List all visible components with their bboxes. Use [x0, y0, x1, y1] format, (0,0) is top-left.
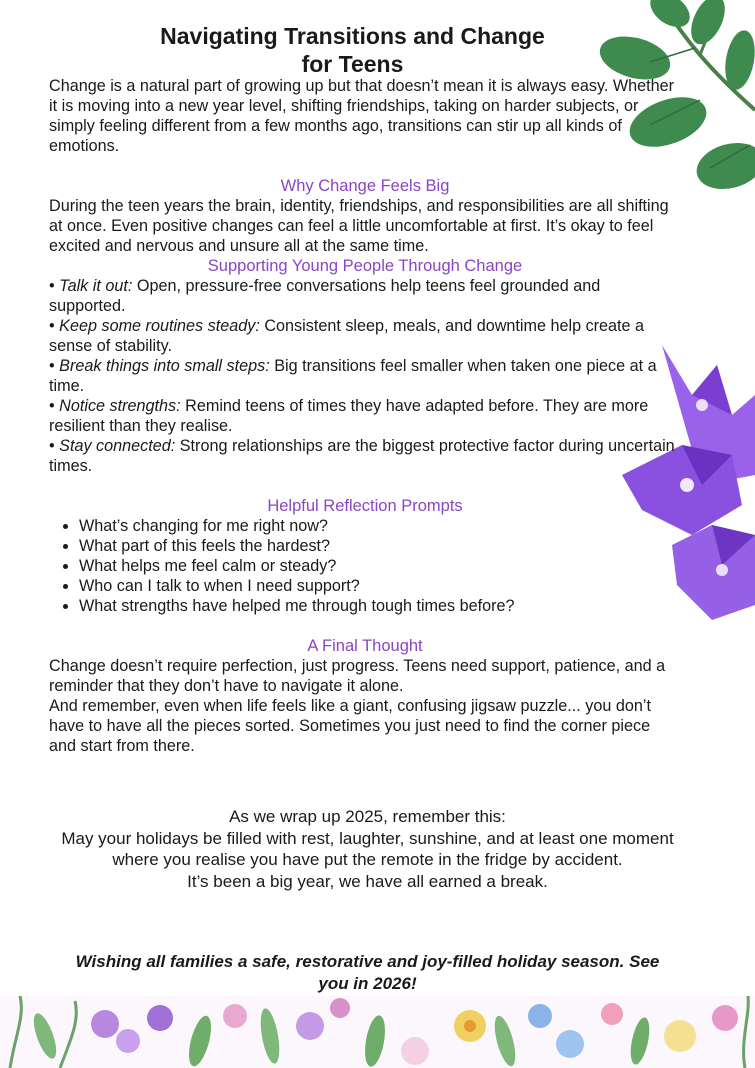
tip-label: Notice strengths:	[59, 397, 181, 415]
list-item: • Notice strengths: Remind teens of times they have adapted before. They are more resilient than they realise.	[49, 397, 649, 435]
reflection-prompts-list	[49, 516, 681, 616]
page-title	[0, 22, 705, 78]
tip-label: Stay connected:	[59, 437, 176, 455]
section-heading-why-change: Why Change Feels Big	[280, 177, 450, 195]
tip-label: Talk it out:	[59, 277, 133, 295]
tip-text: Big transitions feel smaller when taken one piece at a time.	[49, 357, 657, 395]
tip-text: Open, pressure-free conversations help teens feel grounded and supported.	[49, 277, 601, 315]
closing-line-1: As we wrap up 2025, remember this:	[229, 807, 506, 826]
section-heading-reflection-prompts: Helpful Reflection Prompts	[267, 497, 463, 515]
floral-border-icon	[0, 996, 755, 1068]
list-item: • What part of this feels the hardest?	[79, 536, 681, 556]
list-item: • What strengths have helped me through tough times before?	[79, 596, 681, 616]
tip-label: Break things into small steps:	[59, 357, 270, 375]
tip-text: Strong relationships are the biggest protective factor during uncertain times.	[49, 437, 675, 475]
section-heading-final-thought: A Final Thought	[307, 637, 423, 655]
tip-label: Keep some routines steady:	[59, 317, 260, 335]
supporting-tips-list	[49, 276, 681, 476]
section-heading-supporting: Supporting Young People Through Change	[207, 257, 523, 275]
tip-text: Consistent sleep, meals, and downtime help create a sense of stability.	[49, 317, 645, 355]
list-item: • Talk it out: Open, pressure-free conversations help teens feel grounded and supported.	[49, 277, 601, 315]
title-line-1: Navigating Transitions and Change	[160, 23, 545, 49]
closing-line-2: May your holidays be filled with rest, laughter, sunshine, and at least one moment where you realise you have put the remote in the fridge by accident.	[61, 828, 674, 869]
list-item: • What helps me feel calm or steady?	[79, 556, 681, 576]
why-change-paragraph: During the teen years the brain, identity, friendships, and responsibilities are all shifting at once. Even positive changes can feel a little uncomfortable at first. It’s okay to feel excited and nervous and unsure all at the same time.	[49, 197, 669, 255]
holiday-wish: Wishing all families a safe, restorative and joy-filled holiday season. See you in 2026!	[75, 952, 660, 993]
final-thought-paragraph-1: Change doesn’t require perfection, just progress. Teens need support, patience, and a reminder that they don’t have to navigate it alone.	[49, 657, 666, 695]
intro-paragraph: Change is a natural part of growing up but that doesn’t mean it is always easy. Whether it is moving into a new year level, shifting friendships, taking on harder subjects, or simply feeling different from a few months ago, transitions can stir up all kinds of emotions.	[49, 77, 675, 155]
list-item: • What’s changing for me right now?	[79, 516, 681, 536]
final-thought-paragraph-2: And remember, even when life feels like a giant, confusing jigsaw puzzle... you don’t have to have all the pieces sorted. Sometimes you just need to find the corner piece and start from there.	[49, 697, 651, 755]
list-item: • Break things into small steps: Big transitions feel smaller when taken one piece at a time.	[49, 357, 657, 395]
closing-message	[60, 806, 675, 892]
title-line-2: for Teens	[301, 51, 404, 77]
closing-line-3: It’s been a big year, we have all earned a break.	[187, 871, 548, 891]
tip-text: Remind teens of times they have adapted before. They are more resilient than they realise.	[49, 397, 649, 435]
main-content	[49, 76, 681, 756]
list-item: • Keep some routines steady: Consistent sleep, meals, and downtime help create a sense of stability.	[49, 317, 645, 355]
list-item: • Who can I talk to when I need support?	[79, 576, 681, 596]
list-item: • Stay connected: Strong relationships are the biggest protective factor during uncertain times.	[49, 437, 675, 475]
